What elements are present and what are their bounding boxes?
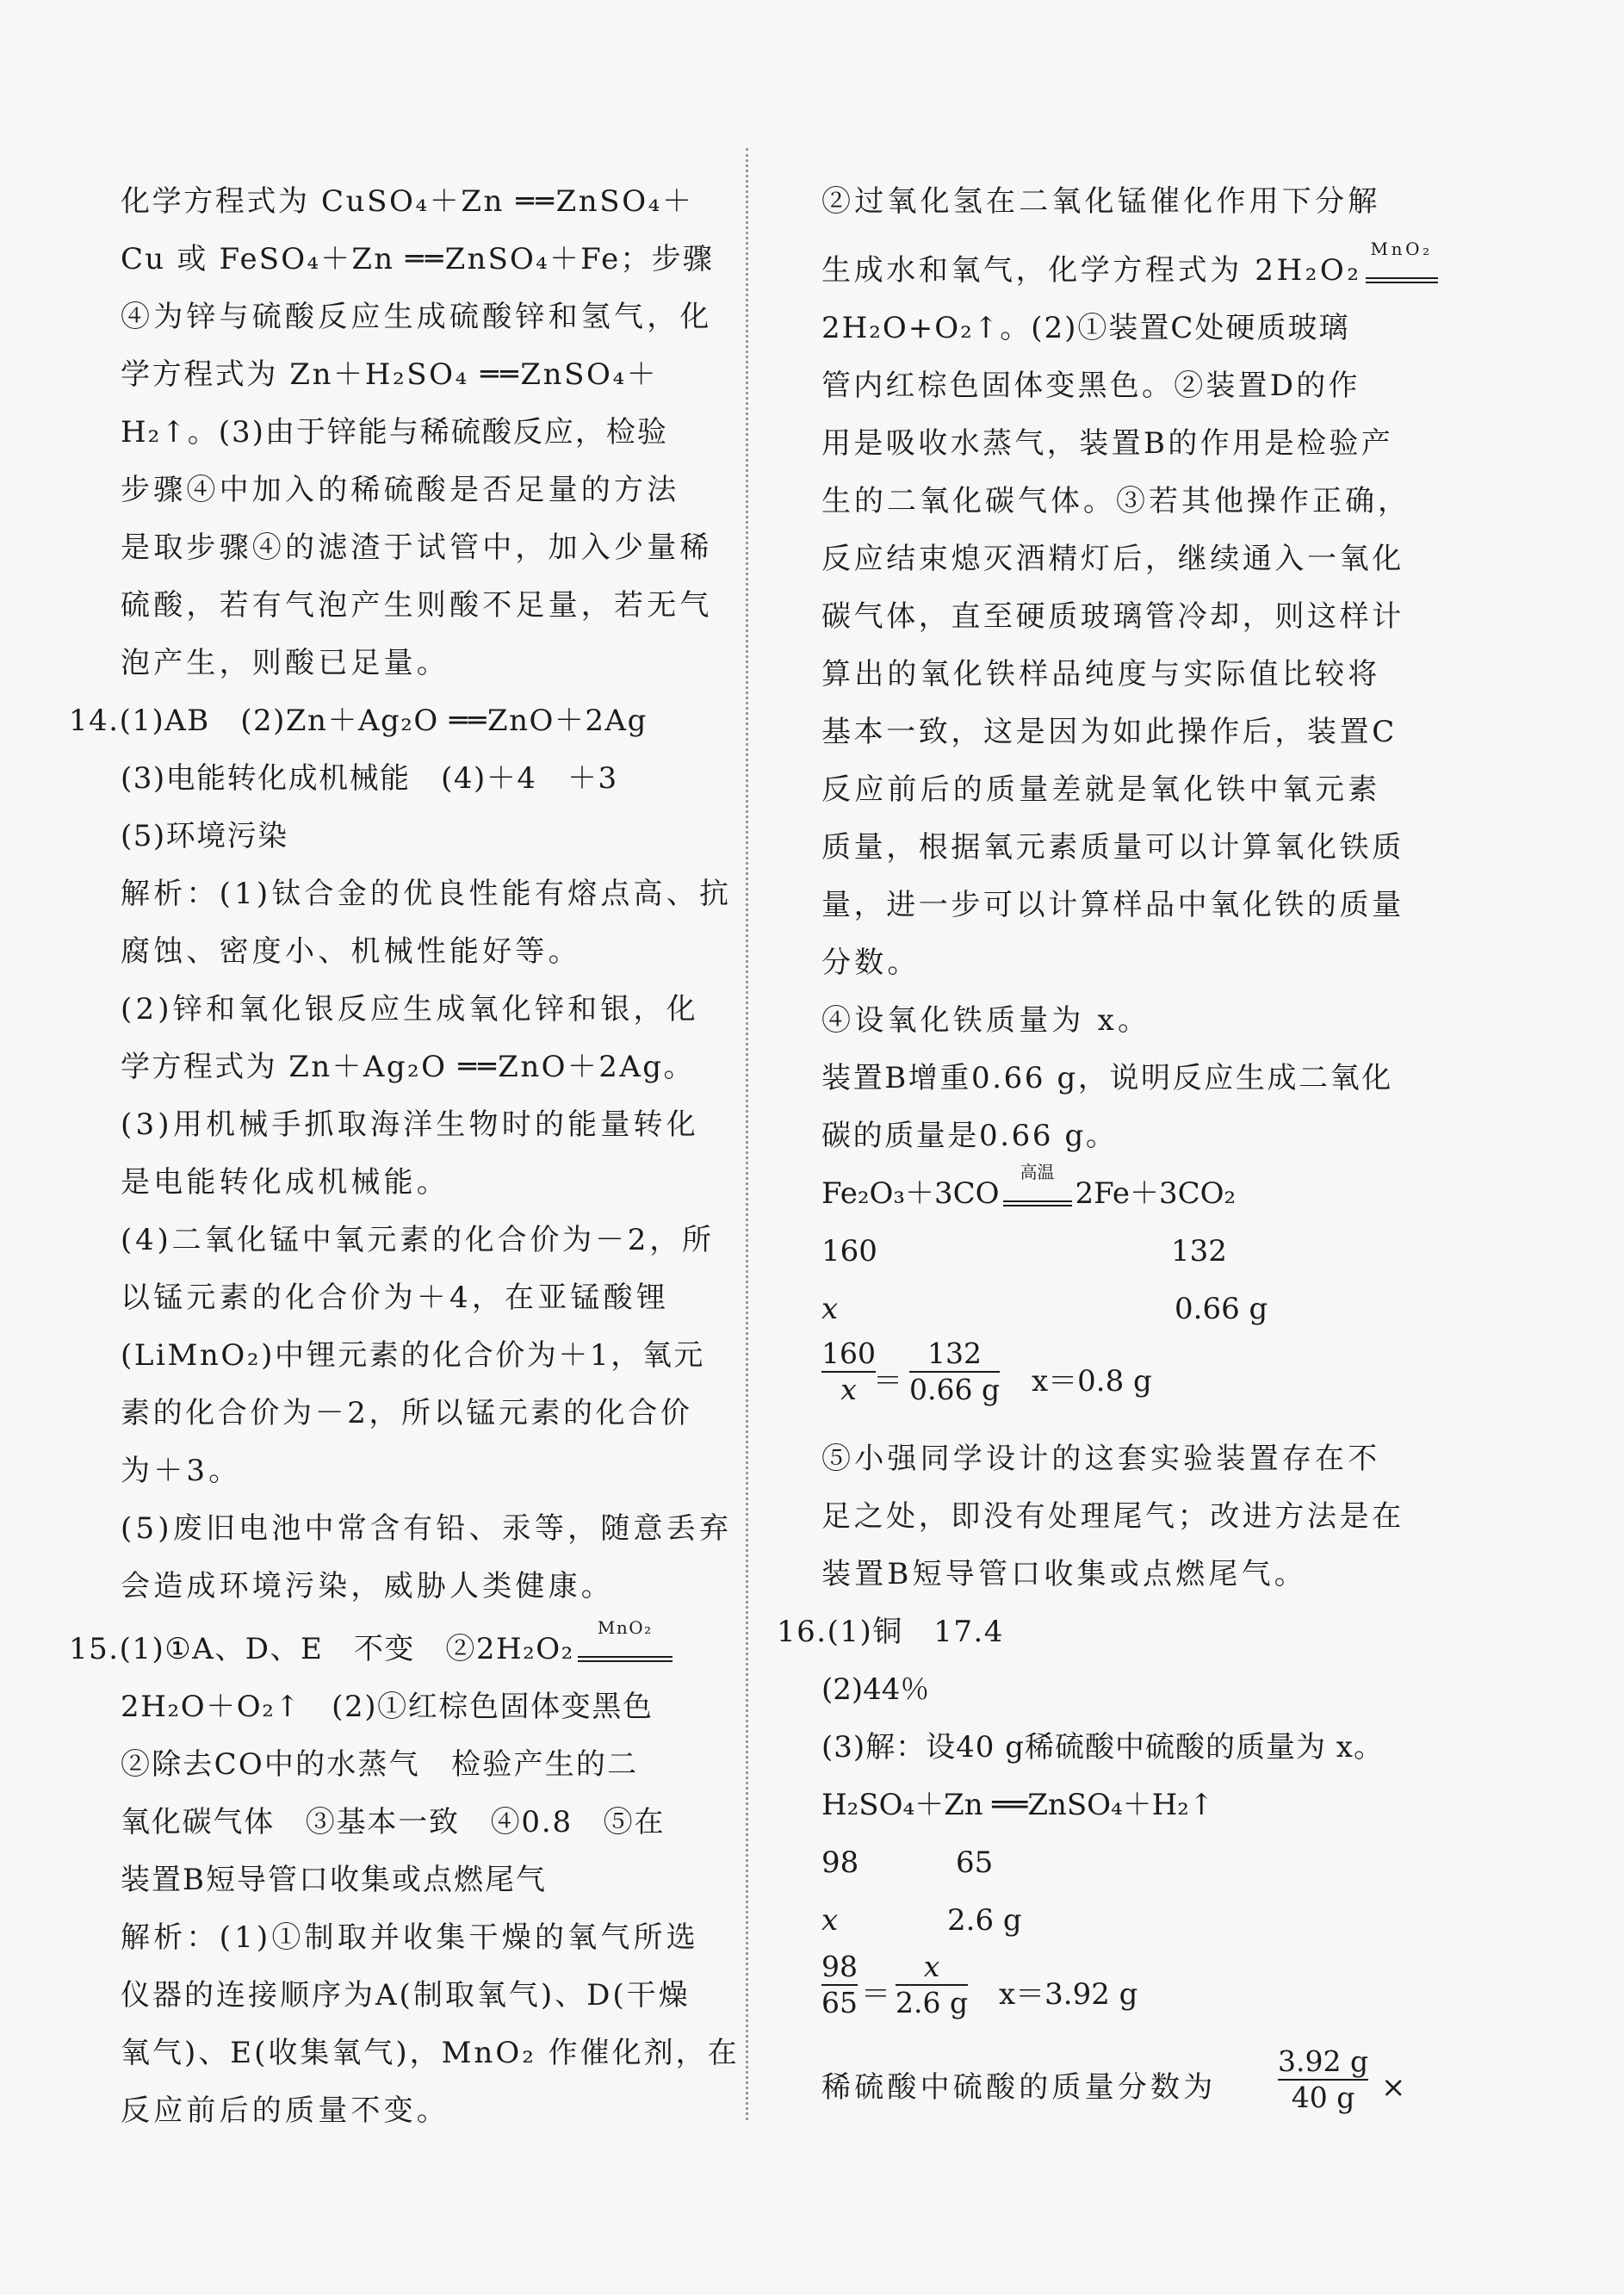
q14-answer-line: 14.(1)AB (2)Zn＋Ag₂O ══ZnO＋2Ag (69, 704, 648, 738)
text-line (821, 239, 1441, 291)
fraction-denominator: x (840, 1373, 857, 1406)
fraction-denominator: 40 g (1291, 2081, 1355, 2114)
column-divider (746, 148, 748, 2120)
catalyst-label: MnO₂ (597, 1617, 653, 1638)
text-line: ②过氧化氢在二氧化锰催化作用下分解 (821, 184, 1381, 219)
q15-answer-line: ②除去CO中的水蒸气 检验产生的二 (121, 1747, 639, 1782)
equals-sign: ＝ (873, 1364, 902, 1399)
text-line: 用是吸收水蒸气，装置B的作用是检验产 (821, 426, 1394, 461)
reaction-arrow (1003, 1162, 1072, 1214)
analysis-line: (5)废旧电池中常含有铅、汞等，随意丢弃 (121, 1511, 733, 1546)
text-line: 算出的氧化铁样品纯度与实际值比较将 (821, 657, 1381, 692)
text-line: 量，进一步可以计算样品中氧化铁的质量 (821, 888, 1404, 922)
analysis-line: (4)二氧化锰中氧元素的化合价为－2，所 (121, 1223, 715, 1257)
molar-mass-b: 65 (956, 1845, 994, 1880)
condition-label: 高温 (1020, 1162, 1055, 1182)
molar-mass-a: 98 (821, 1845, 859, 1880)
text-line: 硫酸，若有气泡产生则酸不足量，若无气 (121, 588, 713, 623)
text-line: 是取步骤④的滤渣于试管中，加入少量稀 (121, 530, 713, 565)
q15-answer-line: 氧化碳气体 ③基本一致 ④0.8 ⑤在 (121, 1805, 666, 1839)
analysis-line: 反应前后的质量不变。 (121, 2093, 449, 2128)
text-line: ⑤小强同学设计的这套实验装置存在不 (821, 1442, 1381, 1476)
unknown-x: x (821, 1903, 839, 1938)
catalyst-label: MnO₂ (1370, 239, 1433, 259)
analysis-line: 腐蚀、密度小、机械性能好等。 (121, 934, 581, 969)
chemical-equation (821, 1162, 1237, 1214)
analysis-line: 会造成环境污染，威胁人类健康。 (121, 1569, 614, 1603)
solution: x＝0.8 g (1032, 1364, 1152, 1399)
analysis-line: (2)锌和氧化银反应生成氧化锌和银，化 (121, 992, 699, 1027)
multiply-sign: × (1381, 2070, 1406, 2105)
molar-mass-b: 132 (1171, 1234, 1227, 1268)
analysis-line: (3)用机械手抓取海洋生物时的能量转化 (121, 1107, 699, 1142)
text-line: 管内红棕色固体变黑色。②装置D的作 (821, 369, 1361, 403)
q16-answer-line: (2)44％ (821, 1672, 930, 1707)
fraction (909, 1337, 1000, 1407)
analysis-line: 为＋3。 (121, 1454, 242, 1488)
text-line: 足之处，即没有处理尾气；改进方法是在 (821, 1499, 1404, 1534)
text-line: 质量，根据氧元素质量可以计算氧化铁质 (821, 830, 1404, 865)
molar-mass-a: 160 (821, 1234, 877, 1268)
text-line: 反应结束熄灭酒精灯后，继续通入一氧化 (821, 542, 1404, 576)
text-line: 学方程式为 Zn＋H₂SO₄ ══ZnSO₄＋ (121, 357, 659, 392)
fraction-numerator: 98 (821, 1950, 858, 1983)
fraction-denominator: 2.6 g (896, 1986, 969, 2019)
equation-right: 2Fe＋3CO₂ (1075, 1176, 1237, 1211)
text-line: 碳气体，直至硬质玻璃管冷却，则这样计 (821, 599, 1404, 634)
text-line: 化学方程式为 CuSO₄＋Zn ══ZnSO₄＋ (121, 184, 694, 219)
text-line: 反应前后的质量差就是氧化铁中氧元素 (821, 772, 1381, 807)
fraction-numerator: 160 (821, 1337, 876, 1370)
text-line: 分数。 (821, 946, 920, 980)
analysis-line: 素的化合价为－2，所以锰元素的化合价 (121, 1396, 693, 1430)
text-line: 泡产生，则酸已足量。 (121, 646, 449, 680)
fraction (821, 1950, 858, 2020)
given-mass: 0.66 g (1175, 1292, 1268, 1326)
analysis-line: 解析：(1)钛合金的优良性能有熔点高、抗 (121, 877, 733, 911)
fraction-numerator: 132 (927, 1337, 982, 1370)
q15-answer-line: 装置B短导管口收集或点燃尾气 (121, 1863, 547, 1897)
text-line: ④为锌与硫酸反应生成硫酸锌和氢气，化 (121, 300, 713, 334)
q15-answer-text: 15.(1)①A、D、E 不变 ②2H₂O₂ (69, 1632, 574, 1666)
unknown-x: x (821, 1292, 839, 1326)
q15-answer-line (69, 1617, 676, 1670)
chemical-equation: H₂SO₄＋Zn ══ZnSO₄＋H₂↑ (821, 1788, 1214, 1822)
q14-answer-line: (3)电能转化成机械能 (4)＋4 ＋3 (121, 761, 618, 796)
text-line: 步骤④中加入的稀硫酸是否足量的方法 (121, 473, 680, 507)
text-line: 装置B增重0.66 g，说明反应生成二氧化 (821, 1061, 1393, 1095)
fraction-denominator: 0.66 g (909, 1373, 1001, 1406)
fraction-numerator: 3.92 g (1278, 2044, 1369, 2078)
solution: x＝3.92 g (999, 1977, 1138, 2012)
text-line: 装置B短导管口收集或点燃尾气。 (821, 1557, 1307, 1591)
text-line: ④设氧化铁质量为 x。 (821, 1003, 1151, 1038)
equation-left: Fe₂O₃＋3CO (821, 1176, 1000, 1211)
fraction (821, 1337, 876, 1407)
analysis-line: 氧气)、E(收集氧气)，MnO₂ 作催化剂，在 (121, 2036, 740, 2070)
text-line: Cu 或 FeSO₄＋Zn ══ZnSO₄＋Fe；步骤 (121, 242, 715, 276)
analysis-line: 仪器的连接顺序为A(制取氧气)、D(干燥 (121, 1978, 691, 2013)
given-mass: 2.6 g (947, 1903, 1022, 1938)
analysis-line: 是电能转化成机械能。 (121, 1165, 449, 1200)
text-line: H₂↑。(3)由于锌能与稀硫酸反应，检验 (121, 415, 668, 450)
text-line: 基本一致，这是因为如此操作后，装置C (821, 715, 1398, 749)
equals-sign: ＝ (861, 1977, 890, 2012)
analysis-line: (LiMnO₂)中锂元素的化合价为＋1，氧元 (121, 1338, 706, 1373)
q16-answer-line: 16.(1)铜 17.4 (777, 1615, 1004, 1649)
reaction-arrow (578, 1617, 673, 1670)
fraction (1278, 2044, 1368, 2115)
fraction (896, 1950, 968, 2020)
text-line: 碳的质量是0.66 g。 (821, 1119, 1118, 1153)
fraction-numerator: x (923, 1950, 940, 1983)
q14-answer-line: (5)环境污染 (121, 819, 288, 853)
q16-answer-line: (3)解：设40 g稀硫酸中硫酸的质量为 x。 (821, 1730, 1384, 1765)
text-line: 2H₂O+O₂↑。(2)①装置C处硬质玻璃 (821, 311, 1350, 345)
analysis-line: 解析：(1)①制取并收集干燥的氧气所选 (121, 1920, 699, 1955)
equation-text: 生成水和氧气，化学方程式为 2H₂O₂ (821, 253, 1362, 288)
analysis-line: 以锰元素的化合价为＋4，在亚锰酸锂 (121, 1281, 670, 1315)
reaction-arrow (1366, 239, 1438, 291)
analysis-line: 学方程式为 Zn＋Ag₂O ══ZnO＋2Ag。 (121, 1050, 695, 1084)
q15-answer-line: 2H₂O＋O₂↑ (2)①红棕色固体变黑色 (121, 1690, 654, 1724)
text-line: 生的二氧化碳气体。③若其他操作正确， (821, 484, 1410, 518)
fraction-denominator: 65 (821, 1986, 858, 2019)
text-line: 稀硫酸中硫酸的质量分数为 (821, 2070, 1217, 2105)
